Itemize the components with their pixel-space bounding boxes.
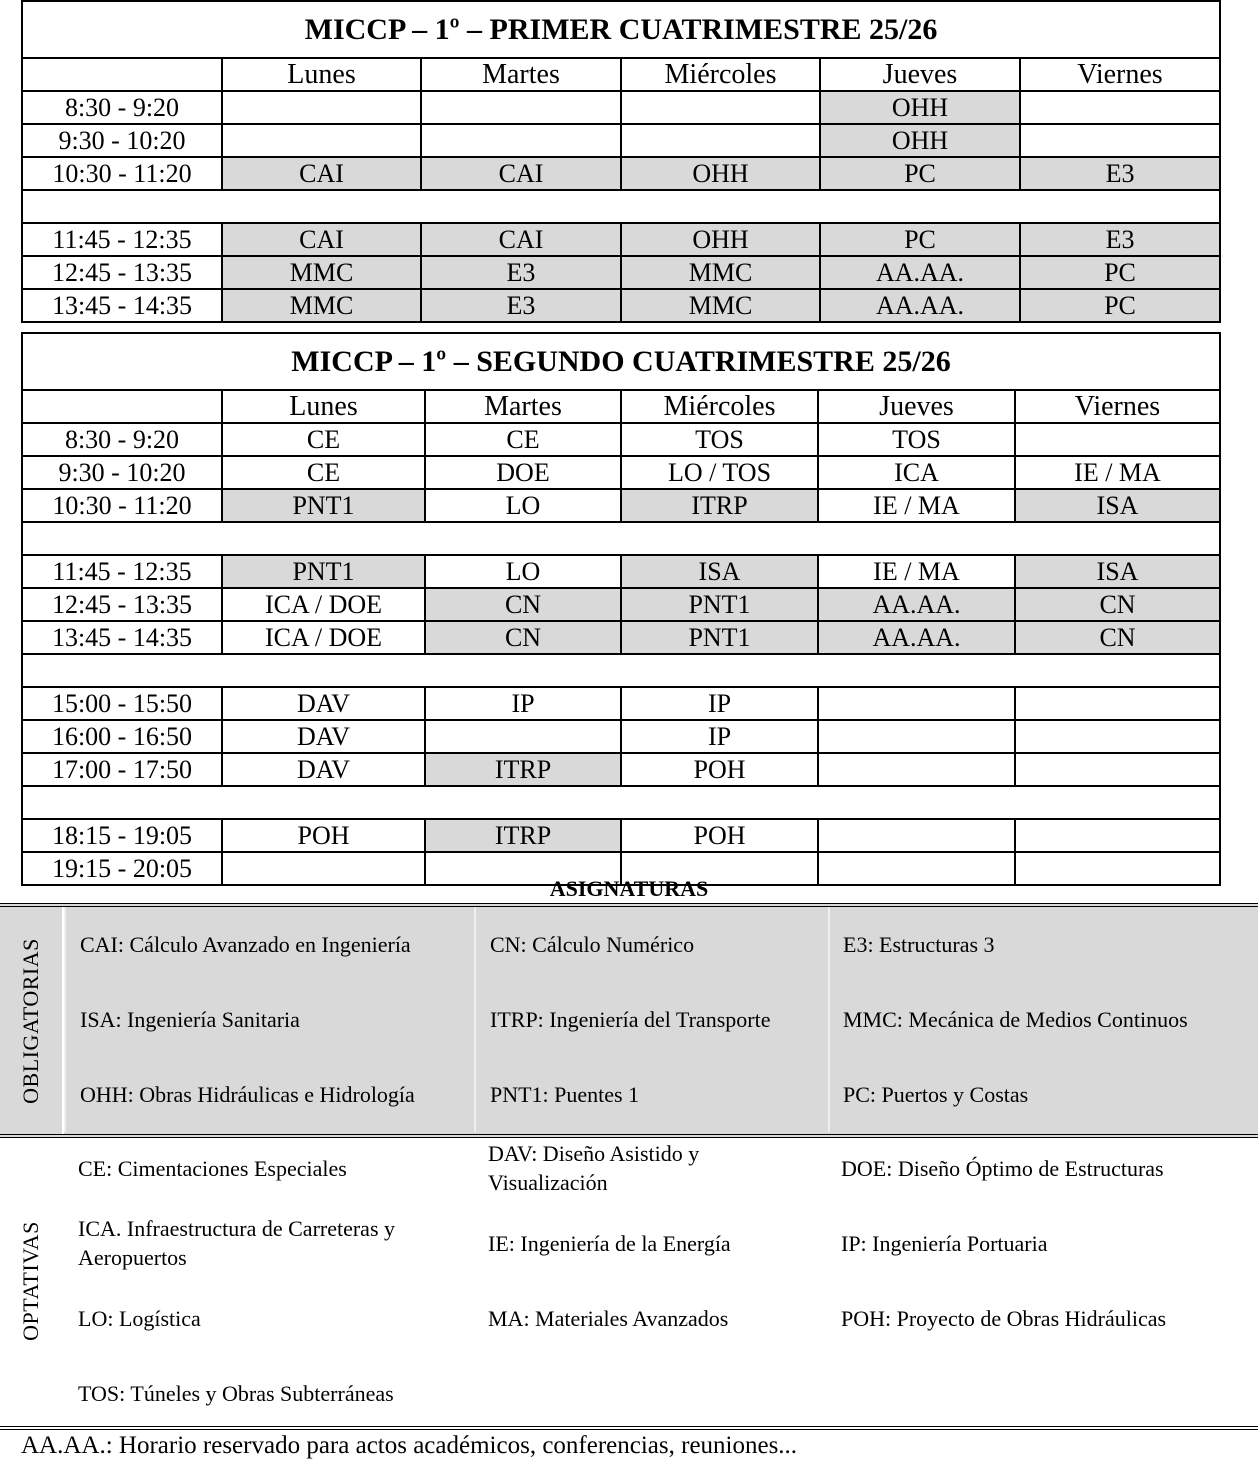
time-cell: 11:45 - 12:35 — [22, 555, 222, 588]
time-cell: 9:30 - 10:20 — [22, 456, 222, 489]
time-cell: 10:30 - 11:20 — [22, 157, 222, 190]
schedule-row — [22, 555, 1220, 588]
class-cell — [425, 720, 621, 753]
class-cell: PC — [820, 157, 1020, 190]
class-cell: PNT1 — [222, 489, 425, 522]
class-cell: IE / MA — [1015, 456, 1220, 489]
optativas-section — [0, 1135, 1258, 1430]
time-cell: 12:45 - 13:35 — [22, 588, 222, 621]
class-cell: ISA — [1015, 489, 1220, 522]
schedule-row — [22, 753, 1220, 786]
schedule-row — [22, 456, 1220, 489]
schedule-row — [22, 621, 1220, 654]
class-cell: MMC — [621, 289, 820, 322]
break-row — [22, 190, 1220, 223]
schedule-row — [22, 289, 1220, 322]
class-cell: E3 — [421, 256, 621, 289]
schedule-row — [22, 223, 1220, 256]
class-cell: LO — [425, 489, 621, 522]
obligatorias-section — [0, 903, 1258, 1138]
class-cell: PC — [820, 223, 1020, 256]
class-cell: OHH — [820, 124, 1020, 157]
class-cell: MMC — [222, 289, 421, 322]
class-cell: DAV — [222, 687, 425, 720]
class-cell — [1015, 720, 1220, 753]
class-cell: DAV — [222, 753, 425, 786]
class-cell: CN — [1015, 621, 1220, 654]
subject-item: DOE: Diseño Óptimo de Estructuras — [841, 1155, 1164, 1181]
class-cell: OHH — [621, 223, 820, 256]
schedule-row — [22, 423, 1220, 456]
class-cell: CAI — [222, 223, 421, 256]
day-header: Martes — [425, 390, 621, 423]
class-cell: ISA — [621, 555, 818, 588]
class-cell — [621, 91, 820, 124]
time-cell: 8:30 - 9:20 — [22, 423, 222, 456]
subject-item: DAV: Diseño Asistido y Visualización — [488, 1141, 700, 1195]
class-cell — [222, 91, 421, 124]
class-cell: ICA / DOE — [222, 588, 425, 621]
time-cell: 19:15 - 20:05 — [22, 852, 222, 885]
day-header: Viernes — [1015, 390, 1220, 423]
class-cell: PC — [1020, 256, 1220, 289]
class-cell: AA.AA. — [818, 588, 1015, 621]
class-cell: CE — [425, 423, 621, 456]
class-cell: LO / TOS — [621, 456, 818, 489]
class-cell: E3 — [1020, 157, 1220, 190]
class-cell — [421, 91, 621, 124]
class-cell: CAI — [421, 157, 621, 190]
class-cell: ISA — [1015, 555, 1220, 588]
class-cell: IP — [425, 687, 621, 720]
day-header: Jueves — [820, 58, 1020, 91]
subject-item: MMC: Mecánica de Medios Continuos — [828, 982, 1258, 1057]
subject-item: ICA. Infraestructura de Carreteras y Aeropuertos — [78, 1216, 396, 1270]
class-cell: CE — [222, 456, 425, 489]
class-cell: POH — [222, 819, 425, 852]
subject-item: CE: Cimentaciones Especiales — [78, 1155, 347, 1181]
class-cell: LO — [425, 555, 621, 588]
subject-item: ITRP: Ingeniería del Transporte — [474, 982, 830, 1057]
class-cell: OHH — [820, 91, 1020, 124]
schedule-title: MICCP – 1º – SEGUNDO CUATRIMESTRE 25/26 — [22, 333, 1220, 390]
break-row — [22, 522, 1220, 555]
class-cell: PNT1 — [621, 588, 818, 621]
subject-item: IE: Ingeniería de la Energía — [488, 1230, 731, 1256]
asignaturas-title: ASIGNATURAS — [549, 876, 709, 901]
day-header: Miércoles — [621, 390, 818, 423]
class-cell: OHH — [621, 157, 820, 190]
day-header: Jueves — [818, 390, 1015, 423]
time-cell: 16:00 - 16:50 — [22, 720, 222, 753]
class-cell — [818, 819, 1015, 852]
class-cell: PC — [1020, 289, 1220, 322]
class-cell: MMC — [222, 256, 421, 289]
class-cell — [818, 753, 1015, 786]
subject-item: OHH: Obras Hidráulicas e Hidrología — [64, 1057, 488, 1132]
class-cell: CN — [1015, 588, 1220, 621]
class-cell: ITRP — [425, 753, 621, 786]
class-cell — [621, 124, 820, 157]
time-cell: 17:00 - 17:50 — [22, 753, 222, 786]
schedule-row — [22, 489, 1220, 522]
day-header-row — [22, 390, 1220, 423]
class-cell: PNT1 — [222, 555, 425, 588]
schedule-row — [22, 256, 1220, 289]
time-cell: 15:00 - 15:50 — [22, 687, 222, 720]
class-cell — [1015, 819, 1220, 852]
class-cell — [222, 124, 421, 157]
class-cell: TOS — [621, 423, 818, 456]
break-row — [22, 786, 1220, 819]
schedule-title: MICCP – 1º – PRIMER CUATRIMESTRE 25/26 — [22, 1, 1220, 58]
day-header: Lunes — [222, 58, 421, 91]
subject-item: TOS: Túneles y Obras Subterráneas — [78, 1380, 394, 1406]
class-cell: ITRP — [425, 819, 621, 852]
subject-item: LO: Logística — [78, 1305, 201, 1331]
time-cell: 10:30 - 11:20 — [22, 489, 222, 522]
schedule-second-semester — [21, 332, 1221, 886]
class-cell: IE / MA — [818, 555, 1015, 588]
footer-note: AA.AA.: Horario reservado para actos académicos, conferencias, reuniones... — [21, 1432, 798, 1459]
class-cell: POH — [621, 819, 818, 852]
lunch-break-row — [22, 654, 1220, 687]
class-cell: IE / MA — [818, 489, 1015, 522]
schedule-row — [22, 157, 1220, 190]
time-cell: 11:45 - 12:35 — [22, 223, 222, 256]
time-cell: 18:15 - 19:05 — [22, 819, 222, 852]
class-cell — [421, 124, 621, 157]
obligatorias-label: OBLIGATORIAS — [0, 907, 64, 1134]
subject-item: POH: Proyecto de Obras Hidráulicas — [841, 1305, 1167, 1331]
class-cell: IP — [621, 687, 818, 720]
class-cell: DOE — [425, 456, 621, 489]
class-cell: AA.AA. — [820, 289, 1020, 322]
class-cell: CAI — [222, 157, 421, 190]
schedule-row — [22, 124, 1220, 157]
class-cell — [1020, 124, 1220, 157]
schedule-first-semester — [21, 0, 1221, 323]
class-cell: AA.AA. — [818, 621, 1015, 654]
subject-item: ISA: Ingeniería Sanitaria — [64, 982, 488, 1057]
day-header: Miércoles — [621, 58, 820, 91]
time-cell: 13:45 - 14:35 — [22, 289, 222, 322]
class-cell: E3 — [1020, 223, 1220, 256]
day-header: Viernes — [1020, 58, 1220, 91]
schedule-row — [22, 720, 1220, 753]
subject-item: IP: Ingeniería Portuaria — [841, 1230, 1048, 1256]
day-header: Lunes — [222, 390, 425, 423]
schedule-row — [22, 588, 1220, 621]
time-cell: 8:30 - 9:20 — [22, 91, 222, 124]
class-cell — [1020, 91, 1220, 124]
class-cell: ICA — [818, 456, 1015, 489]
class-cell: IP — [621, 720, 818, 753]
class-cell — [818, 687, 1015, 720]
optativas-label: OPTATIVAS — [18, 1220, 44, 1341]
subject-item: CN: Cálculo Numérico — [474, 907, 830, 982]
class-cell — [1015, 423, 1220, 456]
subject-item: PNT1: Puentes 1 — [474, 1057, 830, 1132]
class-cell: CAI — [421, 223, 621, 256]
class-cell: CN — [425, 621, 621, 654]
schedule-row — [22, 91, 1220, 124]
class-cell: DAV — [222, 720, 425, 753]
class-cell: MMC — [621, 256, 820, 289]
class-cell: ICA / DOE — [222, 621, 425, 654]
class-cell — [1015, 687, 1220, 720]
schedule-row — [22, 819, 1220, 852]
class-cell: POH — [621, 753, 818, 786]
subject-item: MA: Materiales Avanzados — [488, 1305, 729, 1331]
time-cell: 13:45 - 14:35 — [22, 621, 222, 654]
class-cell: CN — [425, 588, 621, 621]
class-cell: AA.AA. — [820, 256, 1020, 289]
class-cell: CE — [222, 423, 425, 456]
schedule-row — [22, 687, 1220, 720]
time-cell: 9:30 - 10:20 — [22, 124, 222, 157]
subject-item: E3: Estructuras 3 — [828, 907, 1258, 982]
class-cell: E3 — [421, 289, 621, 322]
day-header: Martes — [421, 58, 621, 91]
class-cell — [818, 720, 1015, 753]
subject-item: CAI: Cálculo Avanzado en Ingeniería — [64, 907, 488, 982]
subject-item: PC: Puertos y Costas — [828, 1057, 1258, 1132]
time-cell: 12:45 - 13:35 — [22, 256, 222, 289]
class-cell: TOS — [818, 423, 1015, 456]
class-cell — [1015, 753, 1220, 786]
class-cell: PNT1 — [621, 621, 818, 654]
day-header-row — [22, 58, 1220, 91]
class-cell: ITRP — [621, 489, 818, 522]
